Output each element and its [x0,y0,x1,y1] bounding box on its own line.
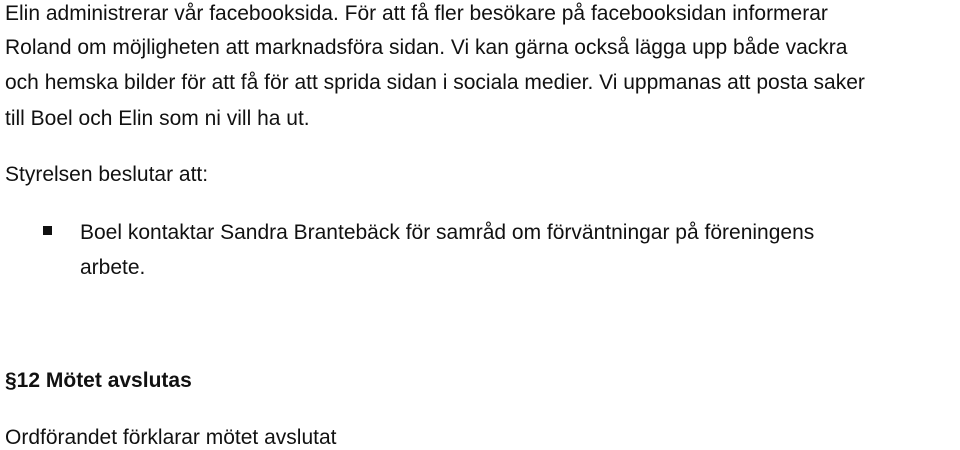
decision-intro: Styrelsen beslutar att: [5,163,209,186]
closing-text: Ordförandet förklarar mötet avslutat [5,426,337,449]
bullet-line-1: Boel kontaktar Sandra Brantebäck för samråd om förväntningar på föreningens [80,221,815,244]
bullet-square-icon [43,226,52,235]
bullet-line-2: arbete. [80,256,146,279]
paragraph-line-4: till Boel och Elin som ni vill ha ut. [5,107,310,130]
paragraph-line-1: Elin administrerar vår facebooksida. För att få fler besökare på facebooksidan informerar [5,2,828,25]
paragraph-line-3: och hemska bilder för att få för att sprida sidan i sociala medier. Vi uppmanas att posta saker [5,71,865,94]
paragraph-line-2: Roland om möjligheten att marknadsföra sidan. Vi kan gärna också lägga upp både vackra [5,36,848,59]
section-heading: §12 Mötet avslutas [5,369,192,392]
